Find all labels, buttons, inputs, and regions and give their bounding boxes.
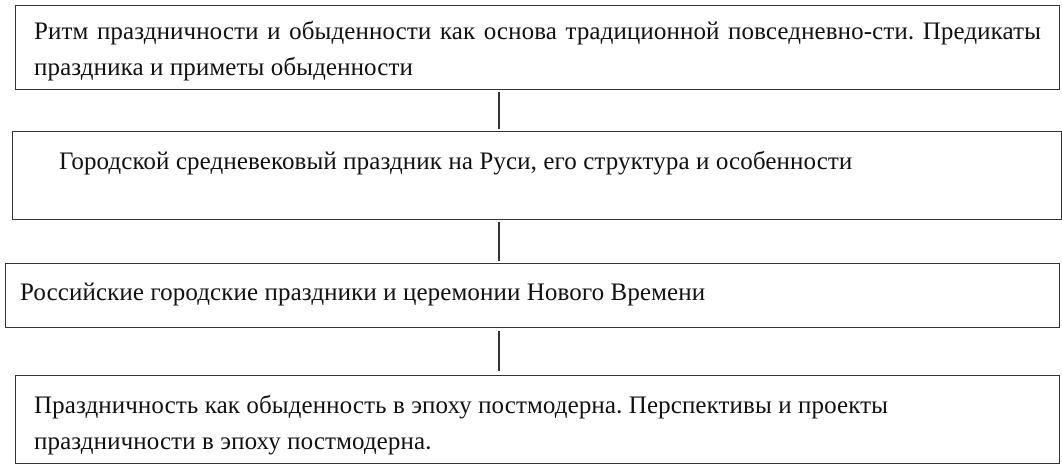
flow-box-4: [15, 375, 1060, 464]
flow-box-2: [12, 131, 1062, 220]
flow-box-1: [15, 5, 1060, 90]
connector-line-2: [498, 222, 500, 261]
connector-line-1: [498, 92, 500, 129]
flow-box-4-text: Праздничность как обыденность в эпоху постмодерна. Перспективы и проекты праздничности в эпоху постмодерна.: [34, 392, 889, 455]
flow-box-3-text: Российские городские праздники и церемонии Нового Времени: [20, 279, 706, 306]
connector-line-3: [498, 331, 500, 371]
flow-box-2-text: Городской средневековый праздник на Руси, его структура и особенности: [59, 148, 853, 175]
flow-box-1-text: Ритм праздничности и обыденности как основа традиционной повседневно-сти. Предикаты праздника и приметы обыденности: [34, 18, 1041, 81]
flow-box-3: [5, 263, 1060, 328]
